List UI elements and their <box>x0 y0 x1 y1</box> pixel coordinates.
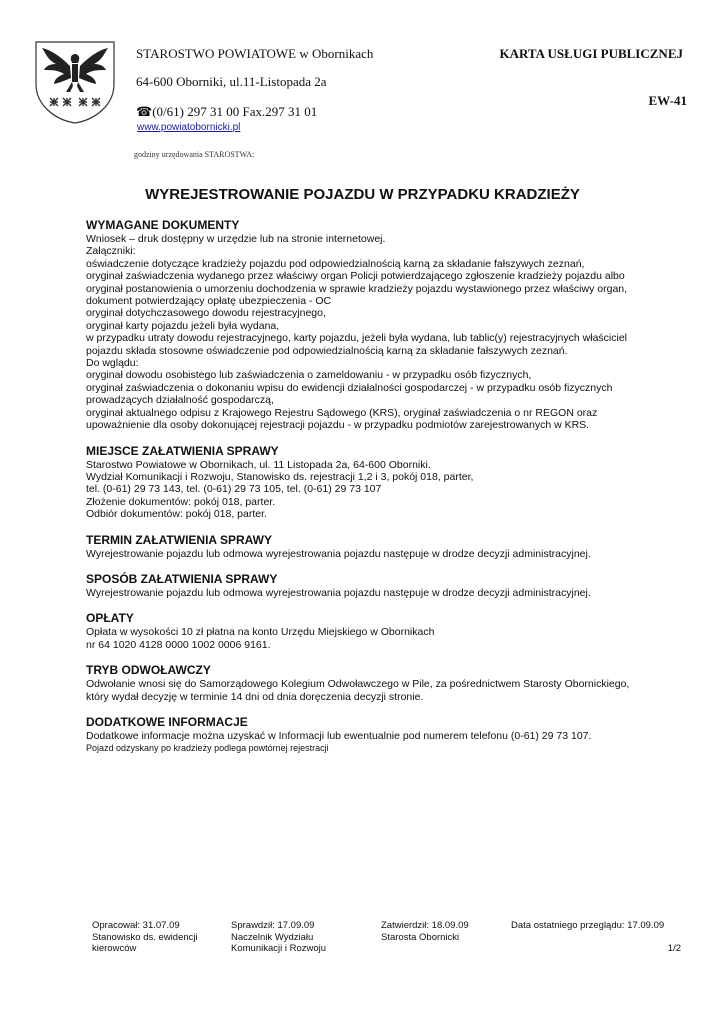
footer-line: Opracował: 31.07.09 <box>92 920 180 931</box>
phone-text: (0/61) 297 31 00 Fax.297 31 01 <box>152 104 318 119</box>
text-line: Wyrejestrowanie pojazdu lub odmowa wyrejestrowania pojazdu następuje w drodze decyzji administracyjnej. <box>86 586 591 599</box>
website-link[interactable]: www.powiatobornicki.pl <box>137 122 241 133</box>
text-line: oryginał zaświadczenia wydanego przez właściwy organ Policji potwierdzającego zgłoszenie kradzieży pojazdu albo oryginał postanowienia o umorzeniu dochodzenia w sprawie kradzieży pojazdu wystawionego przez właściwy organ, <box>86 270 628 295</box>
note-line: Pojazd odzyskany po kradzieży podlega powtórnej rejestracji <box>86 743 329 754</box>
text-line: Do wglądu: <box>86 357 139 370</box>
section-place <box>86 444 646 521</box>
text-line: oryginał zaświadczenia o dokonaniu wpisu do ewidencji działalności gospodarczej - w przypadku osób fizycznych prowadzących działalność gospodarczą, <box>86 381 613 407</box>
text-line: Wydział Komunikacji i Rozwoju, Stanowisko ds. rejestracji 1,2 i 3, pokój 018, parter, <box>86 470 474 483</box>
text-line: Załączniki: <box>86 245 136 258</box>
section-heading: SPOSÓB ZAŁATWIENIA SPRAWY <box>86 571 278 586</box>
footer-line: Naczelnik Wydziału <box>231 931 314 943</box>
section-deadline <box>86 533 646 560</box>
text-line: oryginał dotychczasowego dowodu rejestracyjnego, <box>86 307 326 320</box>
text-line: tel. (0-61) 29 73 143, tel. (0-61) 29 73 105, tel. (0-61) 29 73 107 <box>86 483 382 496</box>
section-heading: TRYB ODWOŁAWCZY <box>86 663 211 678</box>
document-title: WYREJESTROWANIE POJAZDU W PRZYPADKU KRADZIEŻY <box>145 186 580 203</box>
document-content <box>86 218 646 766</box>
text-line: dokument potwierdzający opłatę ubezpieczenia - OC <box>86 295 332 308</box>
footer-line: Starosta Obornicki <box>381 931 460 943</box>
footer-last-review: Data ostatniego przeglądu: 17.09.09 <box>511 920 665 931</box>
office-phone <box>136 104 317 120</box>
footer-line: Sprawdził: 17.09.09 <box>231 920 315 931</box>
text-line: nr 64 1020 4128 0000 1002 0006 9161. <box>86 638 271 651</box>
footer-line: Komunikacji i Rozwoju <box>231 943 327 954</box>
section-heading: WYMAGANE DOKUMENTY <box>86 218 240 232</box>
text-line: oświadczenie dotyczące kradzieży pojazdu pod odpowiedzialnością karną za składanie fałszywych zeznań, <box>86 257 585 270</box>
coat-of-arms-logo <box>34 40 116 124</box>
footer-line: Zatwierdził: 18.09.09 <box>381 920 469 931</box>
text-line: oryginał aktualnego odpisu z Krajowego Rejestru Sądowego (KRS), oryginał zaświadczenia o nr REGON oraz upoważnienie dla osoby dokonującej rejestracji pojazdu - w przypadku podmiotów zarejestrowanych w KRS. <box>86 406 598 432</box>
text-line: Opłata w wysokości 10 zł płatna na konto Urzędu Miejskiego w Obornikach <box>86 626 435 639</box>
footer-approved <box>381 920 469 943</box>
phone-icon: ☎ <box>136 104 153 119</box>
card-title: KARTA USŁUGI PUBLICZNEJ <box>499 46 683 61</box>
text-line: oryginał karty pojazdu jeżeli była wydana, <box>86 319 280 332</box>
office-hours: godziny urzędowania STAROSTWA: <box>134 150 255 159</box>
page-number: 1/2 <box>667 943 681 954</box>
text-line: Wniosek – druk dostępny w urzędzie lub na stronie internetowej. <box>86 233 386 245</box>
section-heading: TERMIN ZAŁATWIENIA SPRAWY <box>86 532 272 547</box>
footer-prepared <box>92 920 198 955</box>
text-line: Złożenie dokumentów: pokój 018, parter. <box>86 495 276 508</box>
section-method <box>86 572 646 599</box>
text-line: Wyrejestrowanie pojazdu lub odmowa wyrejestrowania pojazdu następuje w drodze decyzji administracyjnej. <box>86 547 591 560</box>
text-line: Odbiór dokumentów: pokój 018, parter. <box>86 508 267 521</box>
footer-line: Stanowisko ds. ewidencji <box>92 931 198 943</box>
section-heading: MIEJSCE ZAŁATWIENIA SPRAWY <box>86 443 279 458</box>
section-required-documents <box>86 218 646 432</box>
text-line: Dodatkowe informacje można uzyskać w Informacji lub ewentualnie pod numerem telefonu (0-61) 29 73 107. <box>86 729 592 742</box>
text-line: Odwołanie wnosi się do Samorządowego Kolegium Odwoławczego w Pile, za pośrednictwem Starosty Obornickiego, który wydał decyzję w terminie 14 dni od dnia doręczenia decyzji stronie. <box>86 678 630 703</box>
footer-checked <box>231 920 326 955</box>
section-fees <box>86 611 646 651</box>
office-name: STAROSTWO POWIATOWE w Obornikach <box>136 46 374 61</box>
text-line: Starostwo Powiatowe w Obornikach, ul. 11 Listopada 2a, 64-600 Oborniki. <box>86 458 431 471</box>
section-heading: DODATKOWE INFORMACJE <box>86 714 248 729</box>
section-heading: OPŁATY <box>86 611 134 626</box>
card-code: EW-41 <box>648 93 687 108</box>
text-line: oryginał dowodu osobistego lub zaświadczenia o zameldowaniu - w przypadku osób fizycznych, <box>86 369 532 382</box>
section-appeal <box>86 663 646 703</box>
section-additional <box>86 715 646 754</box>
footer-line: kierowców <box>92 943 137 954</box>
office-address: 64-600 Oborniki, ul.11-Listopada 2a <box>136 74 327 89</box>
text-line: w przypadku utraty dowodu rejestracyjnego, karty pojazdu, jeżeli była wydana, lub tablic(y) rejestracyjnych właściciel pojazdu składa stosowne oświadczenie pod odpowiedzialnością karną za składanie fałszywych zeznań. <box>86 332 627 357</box>
